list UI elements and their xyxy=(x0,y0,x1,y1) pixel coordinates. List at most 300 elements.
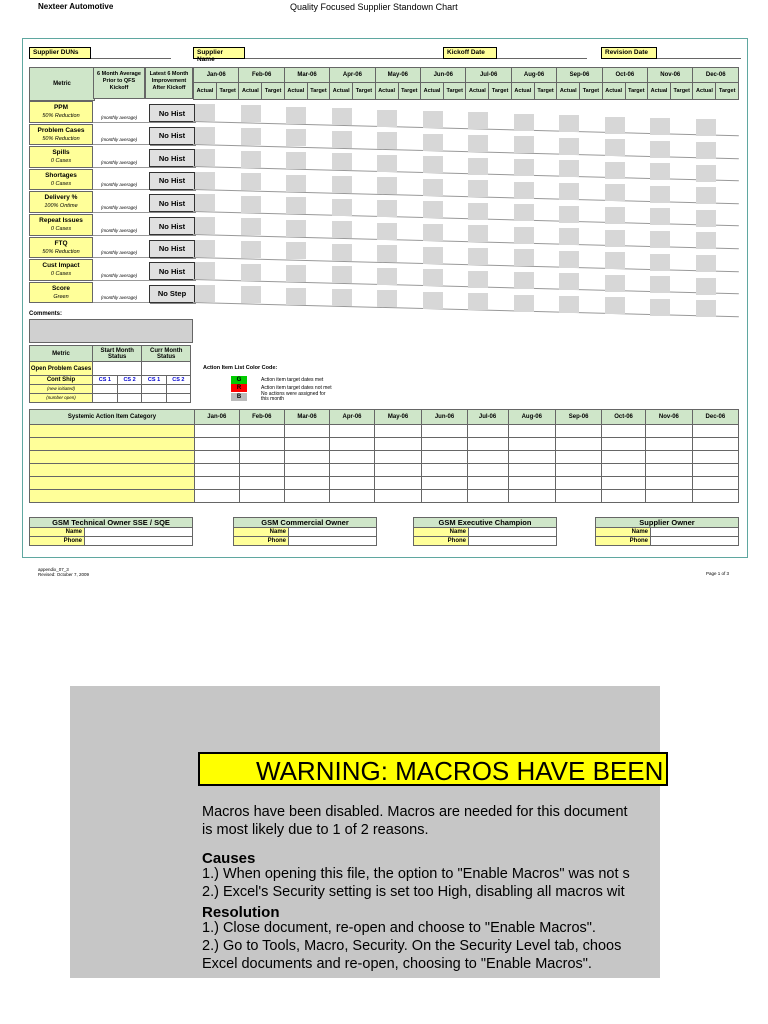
systemic-cell[interactable] xyxy=(645,438,692,451)
systemic-cell[interactable] xyxy=(330,490,375,503)
owner-title: Supplier Owner xyxy=(596,518,739,528)
no-history-button[interactable]: No Hist xyxy=(149,240,195,258)
empty-data-block xyxy=(696,210,716,227)
empty-data-block xyxy=(559,183,579,200)
systemic-cell[interactable] xyxy=(374,425,422,438)
systemic-cell[interactable] xyxy=(239,425,284,438)
systemic-cell[interactable] xyxy=(602,451,646,464)
systemic-cell[interactable] xyxy=(422,464,467,477)
empty-data-block xyxy=(605,117,625,134)
month-header: Jul-06 xyxy=(466,68,511,83)
monthly-average-note: (monthly average) xyxy=(100,227,138,233)
no-history-button[interactable]: No Hist xyxy=(149,149,195,167)
systemic-month-header: Jan-06 xyxy=(195,410,240,425)
systemic-cell[interactable] xyxy=(508,464,556,477)
systemic-cell[interactable] xyxy=(330,477,375,490)
empty-data-block xyxy=(332,266,352,283)
owner-title: GSM Technical Owner SSE / SQE xyxy=(30,518,193,528)
latest-header: Latest 6 Month Improvement After Kickoff xyxy=(145,67,193,99)
systemic-cell[interactable] xyxy=(374,464,422,477)
metric-goal: Green xyxy=(53,293,69,300)
metric-goal: 0 Cases xyxy=(50,180,72,187)
cont-ship-label: Cont Ship xyxy=(30,376,93,385)
systemic-cell[interactable] xyxy=(556,477,602,490)
systemic-cell[interactable] xyxy=(508,477,556,490)
month-header: Dec-06 xyxy=(693,68,739,83)
supplier-duns-label: Supplier DUNs xyxy=(29,47,91,59)
systemic-cell[interactable] xyxy=(692,477,738,490)
no-history-button[interactable]: No Hist xyxy=(149,104,195,122)
standown-sheet xyxy=(22,38,748,558)
systemic-cell[interactable] xyxy=(645,464,692,477)
revision-date-label: Revision Date xyxy=(601,47,657,59)
owner-phone-label: Phone xyxy=(596,537,651,546)
systemic-cell[interactable] xyxy=(239,438,284,451)
empty-data-block xyxy=(241,196,261,213)
empty-data-block xyxy=(514,159,534,176)
empty-data-block xyxy=(423,292,443,309)
systemic-cell[interactable] xyxy=(645,425,692,438)
systemic-cell[interactable] xyxy=(195,425,240,438)
systemic-category-cell[interactable] xyxy=(30,464,195,477)
empty-data-block xyxy=(559,138,579,155)
systemic-cell[interactable] xyxy=(556,451,602,464)
empty-data-block xyxy=(650,118,670,135)
cell[interactable] xyxy=(93,385,118,394)
empty-data-block xyxy=(241,218,261,235)
legend-red-text: Action item target dates not met xyxy=(261,385,332,391)
systemic-cell[interactable] xyxy=(508,438,556,451)
owner-name-field[interactable] xyxy=(85,528,193,537)
empty-data-block xyxy=(195,262,215,279)
metric-header: Metric xyxy=(29,67,95,101)
empty-data-block xyxy=(468,225,488,242)
systemic-cell[interactable] xyxy=(284,425,329,438)
metric-label xyxy=(29,146,93,168)
empty-data-block xyxy=(468,112,488,129)
systemic-cell[interactable] xyxy=(602,490,646,503)
empty-data-block xyxy=(286,107,306,124)
empty-data-block xyxy=(559,115,579,132)
metric-name: Shortages xyxy=(45,171,77,179)
empty-data-block xyxy=(423,179,443,196)
monthly-average-note: (monthly average) xyxy=(100,272,138,278)
supplier-name-field[interactable] xyxy=(245,58,445,59)
causes-heading: Causes xyxy=(202,850,256,867)
cell[interactable] xyxy=(117,385,142,394)
page-number: Page 1 of 3 xyxy=(706,571,730,576)
month-header: Jun-06 xyxy=(421,68,466,83)
cell[interactable] xyxy=(93,394,118,403)
target-header: Target xyxy=(307,83,329,100)
systemic-cell[interactable] xyxy=(692,464,738,477)
empty-data-block xyxy=(377,110,397,127)
monthly-average-note: (monthly average) xyxy=(100,205,138,210)
empty-data-block xyxy=(286,265,306,282)
systemic-cell[interactable] xyxy=(467,438,508,451)
metric-name: Problem Cases xyxy=(37,126,85,134)
start-month-header: Start Month Status xyxy=(93,346,142,362)
page-title: Quality Focused Supplier Standown Chart xyxy=(290,2,458,12)
metric-label xyxy=(29,259,93,281)
owner-table xyxy=(595,517,739,546)
empty-data-block xyxy=(332,176,352,193)
no-history-button[interactable]: No Hist xyxy=(149,194,195,212)
company-name: Nexteer Automotive xyxy=(38,2,114,11)
systemic-action-table xyxy=(29,409,739,503)
monthly-average-note: (monthly average) xyxy=(100,295,138,301)
cs2-curr: CS 2 xyxy=(166,376,190,385)
empty-data-block xyxy=(241,241,261,258)
cs1-start: CS 1 xyxy=(93,376,118,385)
systemic-cell[interactable] xyxy=(374,451,422,464)
month-header-table xyxy=(193,67,739,100)
actual-header: Actual xyxy=(194,83,217,100)
systemic-cell[interactable] xyxy=(284,451,329,464)
systemic-category-cell[interactable] xyxy=(30,451,195,464)
metric-goal: 50% Reduction xyxy=(42,248,80,255)
no-history-button[interactable]: No Hist xyxy=(149,172,195,190)
systemic-month-header: Jun-06 xyxy=(422,410,467,425)
owner-phone-field[interactable] xyxy=(469,537,557,546)
empty-data-block xyxy=(650,299,670,316)
systemic-category-cell[interactable] xyxy=(30,438,195,451)
empty-data-block xyxy=(514,295,534,312)
systemic-cell[interactable] xyxy=(422,490,467,503)
actual-header: Actual xyxy=(466,83,489,100)
empty-data-block xyxy=(423,269,443,286)
empty-data-block xyxy=(241,173,261,190)
month-header: Sep-06 xyxy=(557,68,602,83)
owner-title: GSM Commercial Owner xyxy=(234,518,377,528)
owner-name-label: Name xyxy=(414,528,469,537)
systemic-cell[interactable] xyxy=(602,438,646,451)
empty-data-block xyxy=(241,128,261,145)
number-open-label: (number open) xyxy=(30,394,93,403)
month-header: Feb-06 xyxy=(239,68,284,83)
metric-goal: 50% Reduction xyxy=(42,135,80,142)
metric-label xyxy=(29,101,93,123)
systemic-cell[interactable] xyxy=(602,425,646,438)
empty-data-block xyxy=(286,220,306,237)
empty-data-block xyxy=(332,153,352,170)
systemic-cell[interactable] xyxy=(284,490,329,503)
systemic-cell[interactable] xyxy=(239,451,284,464)
target-header: Target xyxy=(444,83,466,100)
empty-data-block xyxy=(423,111,443,128)
systemic-cell[interactable] xyxy=(422,477,467,490)
no-history-button[interactable]: No Hist xyxy=(149,217,195,235)
empty-data-block xyxy=(286,175,306,192)
systemic-cell[interactable] xyxy=(195,490,240,503)
actual-header: Actual xyxy=(421,83,444,100)
empty-data-block xyxy=(286,288,306,305)
owner-phone-label: Phone xyxy=(30,537,85,546)
systemic-cell[interactable] xyxy=(195,438,240,451)
legend-green-text: Action item target dates met xyxy=(261,377,324,383)
metric-name: Spills xyxy=(52,149,70,157)
empty-data-block xyxy=(377,200,397,217)
empty-data-block xyxy=(195,240,215,257)
systemic-cell[interactable] xyxy=(467,477,508,490)
target-header: Target xyxy=(625,83,647,100)
systemic-month-header: Sep-06 xyxy=(556,410,602,425)
systemic-cell[interactable] xyxy=(330,438,375,451)
systemic-month-header: Nov-06 xyxy=(645,410,692,425)
empty-data-block xyxy=(559,296,579,313)
actual-header: Actual xyxy=(239,83,262,100)
new-initiated-label: (new initiated) xyxy=(30,385,93,394)
systemic-cell[interactable] xyxy=(195,464,240,477)
monthly-average-note: (monthly average) xyxy=(100,182,138,188)
systemic-cell[interactable] xyxy=(284,477,329,490)
empty-data-block xyxy=(605,297,625,314)
empty-data-block xyxy=(696,165,716,182)
supplier-duns-field[interactable] xyxy=(91,58,171,59)
systemic-month-header: Mar-06 xyxy=(284,410,329,425)
avg-header: 6 Month Average Prior to QFS Kickoff xyxy=(93,67,145,99)
systemic-month-header: Dec-06 xyxy=(692,410,738,425)
systemic-cell[interactable] xyxy=(508,425,556,438)
systemic-cell[interactable] xyxy=(330,451,375,464)
monthly-average-note: (monthly average) xyxy=(100,250,138,256)
systemic-cell[interactable] xyxy=(284,464,329,477)
actual-header: Actual xyxy=(693,83,716,100)
resolution-3: Excel documents and re-open, choosing to "Enable Macros". xyxy=(202,956,592,972)
empty-data-block xyxy=(605,207,625,224)
metric-name: Delivery % xyxy=(44,194,78,202)
systemic-cell[interactable] xyxy=(239,477,284,490)
empty-data-block xyxy=(241,151,261,168)
empty-data-block xyxy=(650,254,670,271)
empty-data-block xyxy=(696,142,716,159)
systemic-cell[interactable] xyxy=(467,425,508,438)
empty-data-block xyxy=(423,247,443,264)
empty-data-block xyxy=(514,204,534,221)
empty-data-block xyxy=(696,300,716,317)
owner-name-field[interactable] xyxy=(289,528,377,537)
systemic-cell[interactable] xyxy=(556,490,602,503)
systemic-cell[interactable] xyxy=(692,425,738,438)
empty-data-block xyxy=(650,231,670,248)
open-problem-cases-label: Open Problem Cases xyxy=(30,362,93,376)
metric-label xyxy=(29,191,93,213)
systemic-cell[interactable] xyxy=(692,490,738,503)
empty-data-block xyxy=(286,152,306,169)
empty-data-block xyxy=(195,217,215,234)
empty-data-block xyxy=(468,158,488,175)
systemic-cell[interactable] xyxy=(374,477,422,490)
owner-phone-field[interactable] xyxy=(85,537,193,546)
empty-data-block xyxy=(332,199,352,216)
systemic-cell[interactable] xyxy=(195,477,240,490)
systemic-cell[interactable] xyxy=(467,451,508,464)
empty-data-block xyxy=(696,232,716,249)
empty-data-block xyxy=(377,268,397,285)
systemic-cell[interactable] xyxy=(239,490,284,503)
metric-name: PPM xyxy=(53,104,69,111)
owner-name-label: Name xyxy=(596,528,651,537)
empty-data-block xyxy=(514,272,534,289)
systemic-cell[interactable] xyxy=(374,438,422,451)
curr-month-header: Curr Month Status xyxy=(142,346,191,362)
systemic-cell[interactable] xyxy=(330,464,375,477)
systemic-category-cell[interactable] xyxy=(30,490,195,503)
systemic-cell[interactable] xyxy=(602,464,646,477)
empty-data-block xyxy=(650,276,670,293)
systemic-cell[interactable] xyxy=(645,490,692,503)
systemic-cell[interactable] xyxy=(645,477,692,490)
legend xyxy=(231,376,332,402)
actual-header: Actual xyxy=(375,83,398,100)
systemic-cell[interactable] xyxy=(556,438,602,451)
empty-data-block xyxy=(605,162,625,179)
cell[interactable] xyxy=(166,394,190,403)
metric-label xyxy=(29,214,93,236)
systemic-cell[interactable] xyxy=(284,438,329,451)
legend-blank-box: B xyxy=(231,393,247,401)
empty-data-block xyxy=(605,252,625,269)
month-header: Jan-06 xyxy=(194,68,239,83)
status-metric-header: Metric xyxy=(30,346,93,362)
owner-name-label: Name xyxy=(234,528,289,537)
empty-data-block xyxy=(514,136,534,153)
cell[interactable] xyxy=(142,394,166,403)
legend-blank-text: No actions were assigned for this month xyxy=(261,391,326,402)
empty-data-block xyxy=(241,286,261,303)
empty-data-block xyxy=(377,132,397,149)
empty-data-block xyxy=(605,184,625,201)
systemic-month-header: Jul-06 xyxy=(467,410,508,425)
cell[interactable] xyxy=(142,385,166,394)
empty-data-block xyxy=(423,201,443,218)
systemic-cell[interactable] xyxy=(692,451,738,464)
owner-table xyxy=(413,517,557,546)
systemic-cell[interactable] xyxy=(422,438,467,451)
systemic-cell[interactable] xyxy=(195,451,240,464)
owner-phone-field[interactable] xyxy=(651,537,739,546)
no-history-button[interactable]: No Hist xyxy=(149,127,195,145)
empty-data-block xyxy=(332,131,352,148)
systemic-cell[interactable] xyxy=(374,490,422,503)
no-history-button[interactable]: No Hist xyxy=(149,262,195,280)
status-table xyxy=(29,345,191,403)
no-history-button[interactable]: No Step xyxy=(149,285,195,303)
empty-data-block xyxy=(286,129,306,146)
systemic-header: Systemic Action Item Category xyxy=(30,410,195,425)
metric-name: Repeat Issues xyxy=(39,217,83,224)
metric-goal: 50% Reduction xyxy=(42,113,80,119)
trend-chart-area xyxy=(193,101,739,311)
empty-data-block xyxy=(468,248,488,265)
empty-data-block xyxy=(377,155,397,172)
owner-name-label: Name xyxy=(30,528,85,537)
systemic-month-header: Feb-06 xyxy=(239,410,284,425)
legend-green-box: G xyxy=(231,376,247,384)
open-problem-start-cell[interactable] xyxy=(93,362,142,376)
systemic-cell[interactable] xyxy=(239,464,284,477)
empty-data-block xyxy=(650,141,670,158)
target-header: Target xyxy=(398,83,420,100)
open-problem-curr-cell[interactable] xyxy=(142,362,191,376)
actual-header: Actual xyxy=(648,83,671,100)
month-header: May-06 xyxy=(375,68,420,83)
comments-label: Comments: xyxy=(29,311,63,317)
metric-goal: 0 Cases xyxy=(50,158,72,165)
systemic-cell[interactable] xyxy=(330,425,375,438)
empty-data-block xyxy=(332,108,352,125)
systemic-cell[interactable] xyxy=(467,464,508,477)
target-header: Target xyxy=(262,83,284,100)
cell[interactable] xyxy=(166,385,190,394)
empty-data-block xyxy=(286,197,306,214)
empty-data-block xyxy=(468,293,488,310)
owner-title: GSM Executive Champion xyxy=(414,518,557,528)
empty-data-block xyxy=(605,230,625,247)
empty-data-block xyxy=(423,134,443,151)
empty-data-block xyxy=(423,156,443,173)
empty-data-block xyxy=(696,187,716,204)
systemic-month-header: Oct-06 xyxy=(602,410,646,425)
monthly-average-note: (monthly average) xyxy=(100,114,138,120)
legend-red-box: R xyxy=(231,384,247,392)
metric-label xyxy=(29,169,93,191)
owner-phone-field[interactable] xyxy=(289,537,377,546)
systemic-cell[interactable] xyxy=(422,451,467,464)
owner-table xyxy=(29,517,193,546)
empty-data-block xyxy=(559,160,579,177)
systemic-cell[interactable] xyxy=(508,490,556,503)
empty-data-block xyxy=(286,242,306,259)
systemic-cell[interactable] xyxy=(602,477,646,490)
cell[interactable] xyxy=(117,394,142,403)
empty-data-block xyxy=(514,249,534,266)
empty-data-block xyxy=(559,206,579,223)
comments-box[interactable] xyxy=(29,319,193,343)
empty-data-block xyxy=(650,208,670,225)
systemic-cell[interactable] xyxy=(692,438,738,451)
owner-table xyxy=(233,517,377,546)
metric-label xyxy=(29,237,93,259)
metric-name: Cust Impact xyxy=(42,262,80,270)
owner-name-field[interactable] xyxy=(469,528,557,537)
empty-data-block xyxy=(241,264,261,281)
systemic-cell[interactable] xyxy=(556,464,602,477)
systemic-category-cell[interactable] xyxy=(30,477,195,490)
owner-name-field[interactable] xyxy=(651,528,739,537)
metric-label xyxy=(29,124,93,146)
empty-data-block xyxy=(696,278,716,295)
kickoff-date-field[interactable] xyxy=(497,58,587,59)
systemic-cell[interactable] xyxy=(508,451,556,464)
monthly-average-note: (monthly average) xyxy=(100,137,138,143)
systemic-cell[interactable] xyxy=(556,425,602,438)
empty-data-block xyxy=(605,275,625,292)
empty-data-block xyxy=(559,228,579,245)
empty-data-block xyxy=(696,255,716,272)
systemic-cell[interactable] xyxy=(467,490,508,503)
target-header: Target xyxy=(216,83,238,100)
empty-data-block xyxy=(377,245,397,262)
month-header: Apr-06 xyxy=(330,68,375,83)
revision-date-field[interactable] xyxy=(657,58,741,59)
actual-header: Actual xyxy=(602,83,625,100)
systemic-cell[interactable] xyxy=(645,451,692,464)
warning-line-1: Macros have been disabled. Macros are needed for this document xyxy=(202,804,628,820)
legend-title: Action Item List Color Code: xyxy=(203,365,278,371)
systemic-cell[interactable] xyxy=(422,425,467,438)
systemic-category-cell[interactable] xyxy=(30,425,195,438)
